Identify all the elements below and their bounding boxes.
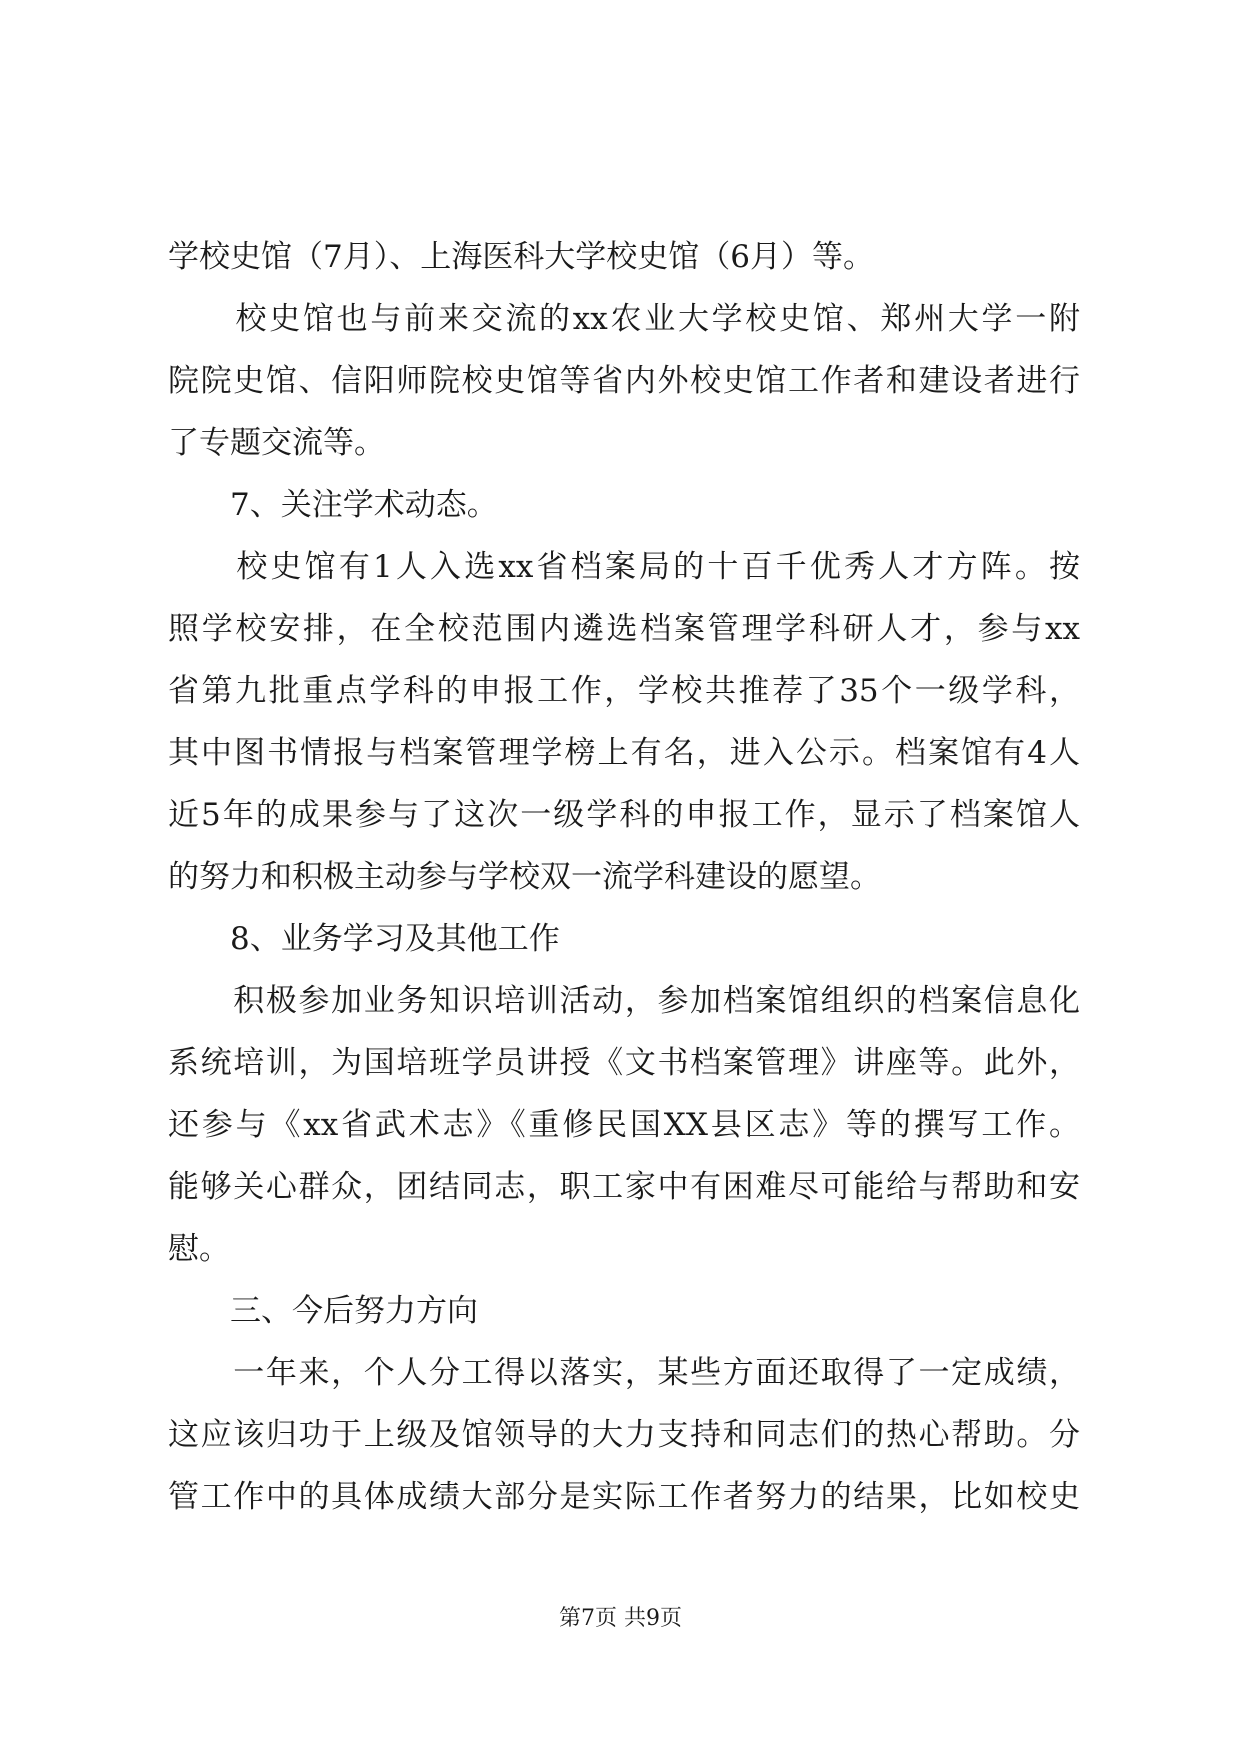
document-body <box>168 226 1080 1528</box>
page-number-footer: 第7页 共9页 <box>559 1606 682 1631</box>
text-line: 这应该归功于上级及馆领导的大力支持和同志们的热心帮助。分 <box>168 1417 1080 1453</box>
text-line: 系统培训，为国培班学员讲授《文书档案管理》讲座等。此外， <box>168 1045 1080 1081</box>
text-line: 还参与《xx省武术志》《重修民国XX县区志》等的撰写工作。 <box>168 1107 1080 1143</box>
text-line: 学校史馆（7月）、上海医科大学校史馆（6月）等。 <box>168 239 874 275</box>
text-line: 校史馆有1人入选xx省档案局的十百千优秀人才方阵。按 <box>168 549 1080 585</box>
section-heading: 三、今后努力方向 <box>168 1293 478 1329</box>
text-line: 的努力和积极主动参与学校双一流学科建设的愿望。 <box>168 859 881 895</box>
text-line: 了专题交流等。 <box>168 425 385 461</box>
text-line: 其中图书情报与档案管理学榜上有名，进入公示。档案馆有4人 <box>168 735 1080 771</box>
text-line: 校史馆也与前来交流的xx农业大学校史馆、郑州大学一附 <box>168 301 1080 337</box>
text-line: 能够关心群众，团结同志，职工家中有困难尽可能给与帮助和安 <box>168 1169 1080 1205</box>
section-heading: 7、关注学术动态。 <box>168 487 498 523</box>
text-line: 积极参加业务知识培训活动，参加档案馆组织的档案信息化 <box>168 983 1080 1019</box>
text-line: 管工作中的具体成绩大部分是实际工作者努力的结果，比如校史 <box>168 1479 1080 1515</box>
section-heading: 8、业务学习及其他工作 <box>168 921 560 957</box>
text-line: 近5年的成果参与了这次一级学科的申报工作，显示了档案馆人 <box>168 797 1080 833</box>
text-line: 一年来，个人分工得以落实，某些方面还取得了一定成绩， <box>168 1355 1080 1391</box>
text-line: 慰。 <box>168 1231 230 1267</box>
text-line: 院院史馆、信阳师院校史馆等省内外校史馆工作者和建设者进行 <box>168 363 1080 399</box>
text-line: 省第九批重点学科的申报工作，学校共推荐了35个一级学科， <box>168 673 1080 709</box>
text-line: 照学校安排，在全校范围内遴选档案管理学科研人才，参与xx <box>168 611 1080 647</box>
